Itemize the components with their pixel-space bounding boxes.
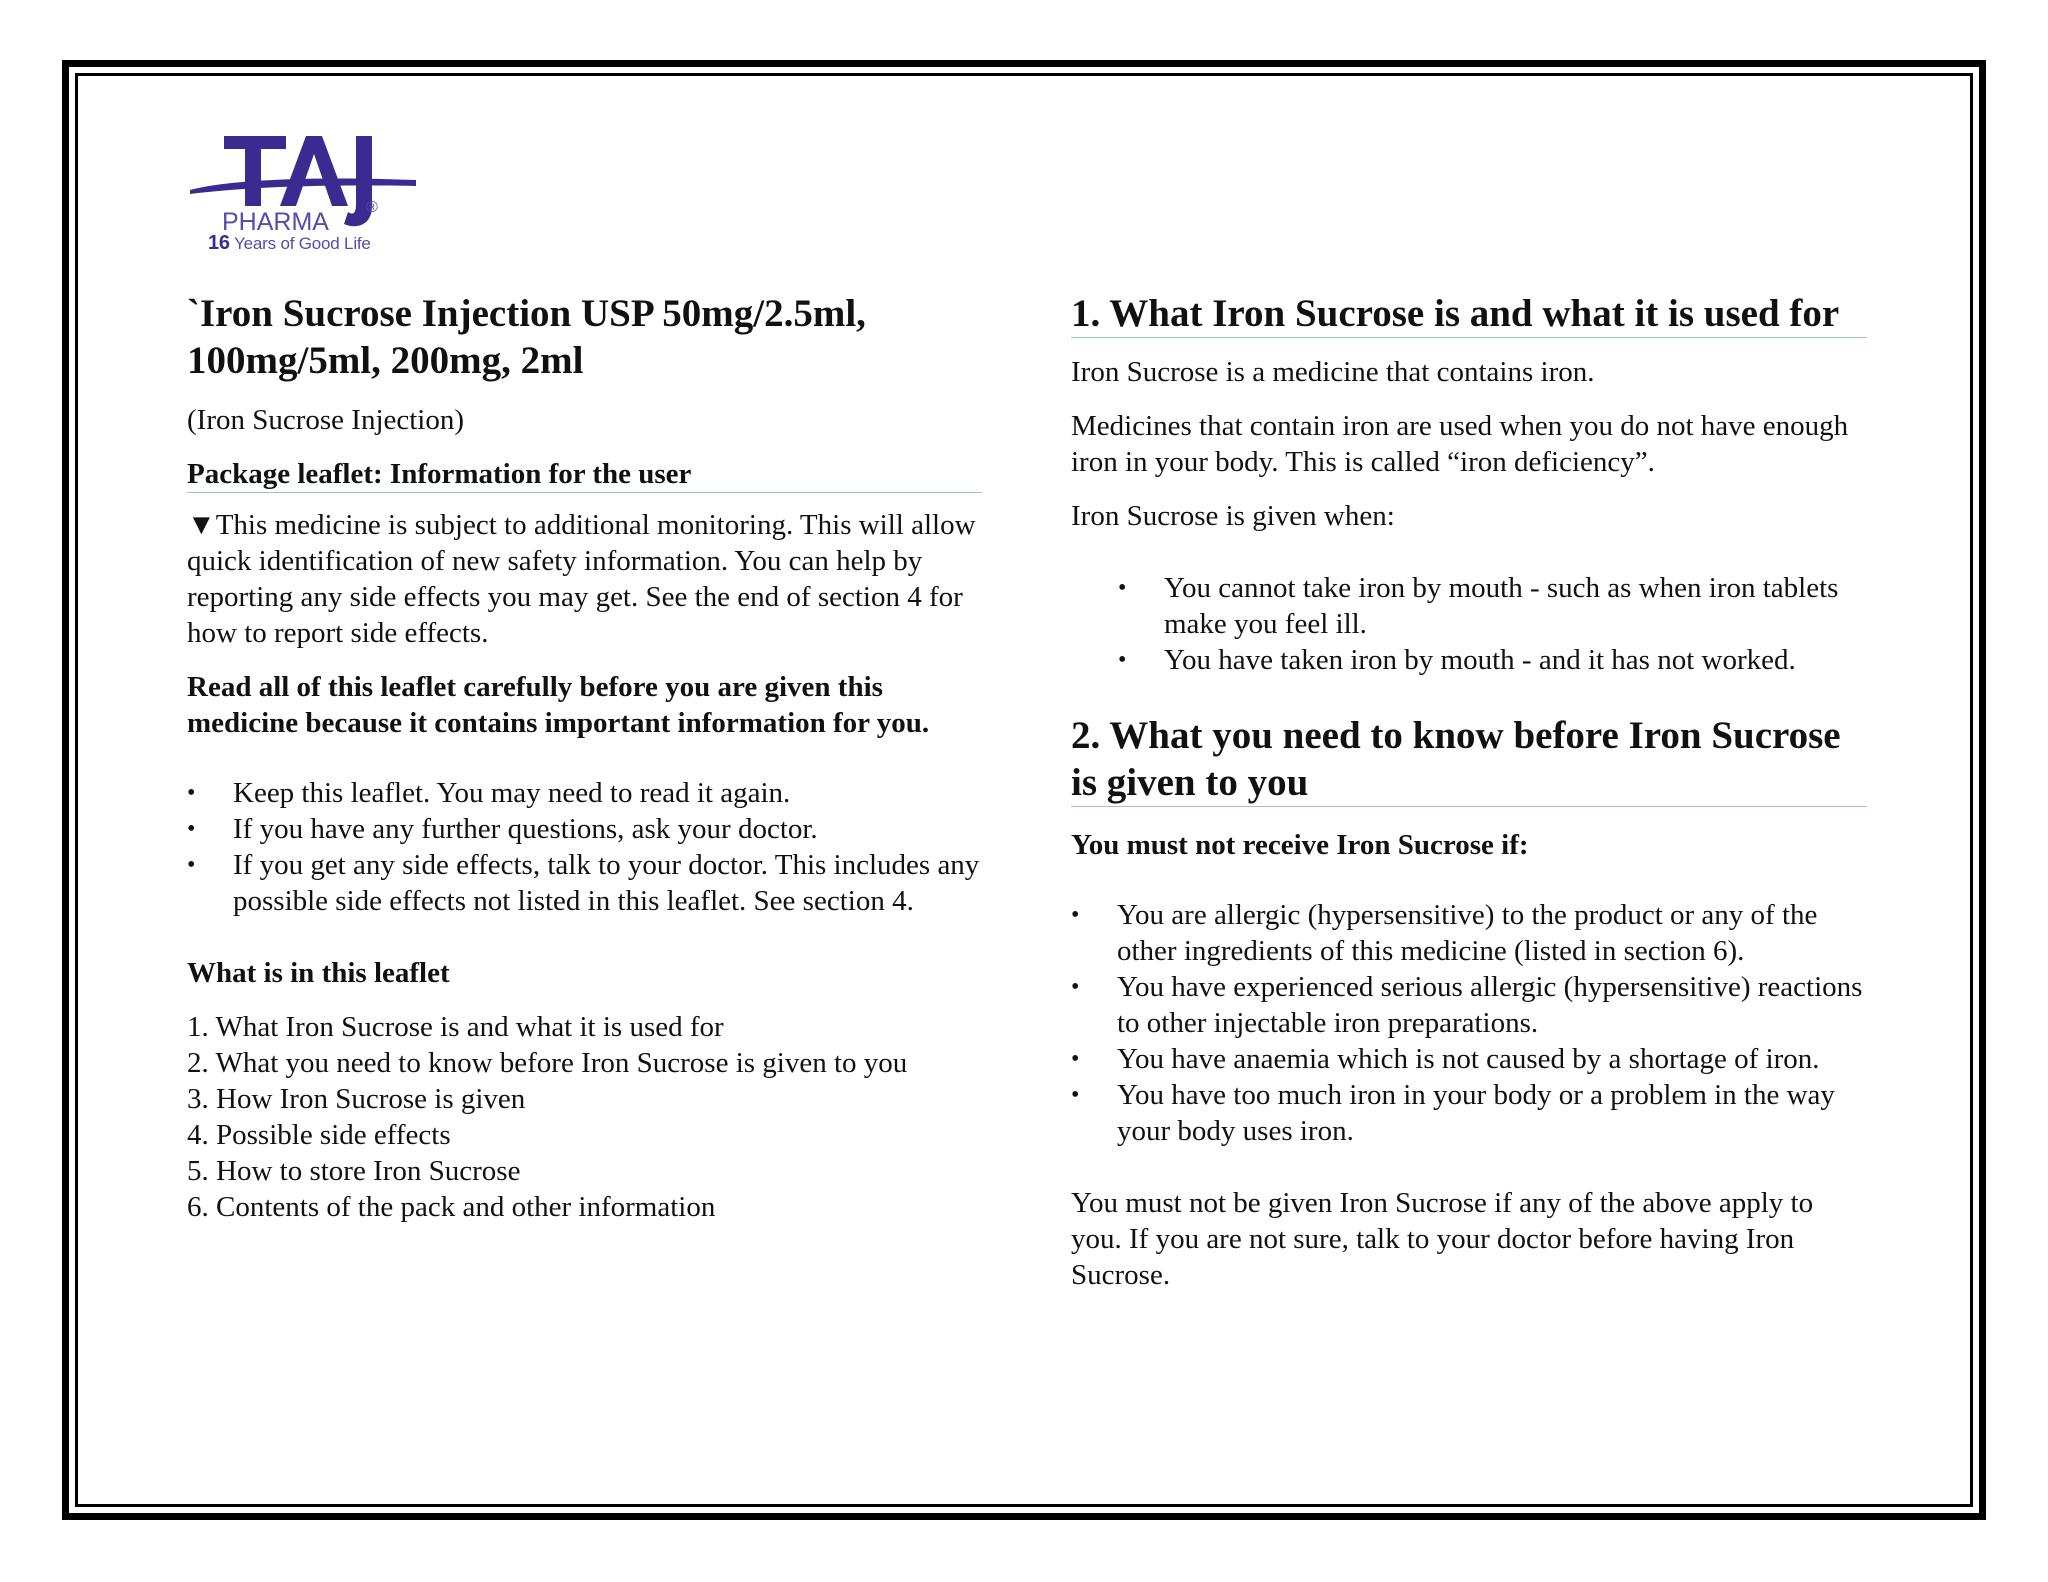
list-item: 5. How to store Iron Sucrose <box>187 1155 521 1187</box>
left-column <box>187 290 982 1225</box>
logo-tagline-number: 16 <box>208 232 230 254</box>
section1-paragraph: Iron Sucrose is given when: <box>1071 500 1395 532</box>
section1-list <box>1071 570 1867 678</box>
list-item: 4. Possible side effects <box>187 1119 451 1151</box>
list-item <box>1071 1041 1867 1077</box>
monitoring-note: ▼This medicine is subject to additional monitoring. This will allow quick identification of new safety information. You can help by reporting any side effects you may get. See the end of section 4 for how to report side effects. <box>187 509 976 649</box>
bullet-icon: • <box>1071 1082 1080 1108</box>
read-warning: Read all of this leaflet carefully before you are given this medicine because it contains important information for you. <box>187 671 930 739</box>
section2-list <box>1071 897 1867 1149</box>
list-item <box>187 847 982 919</box>
registered-mark: ® <box>366 199 378 216</box>
advice-item-text: If you have any further questions, ask your doctor. <box>233 813 818 845</box>
advice-item-text: If you get any side effects, talk to your doctor. This includes any possible side effects not listed in this leaflet. See section 4. <box>233 849 980 917</box>
advice-list <box>187 775 982 919</box>
section1-item-text: You have taken iron by mouth - and it has not worked. <box>1164 644 1796 676</box>
bullet-icon: • <box>187 816 196 842</box>
section2-item-text: You are allergic (hypersensitive) to the product or any of the other ingredients of this medicine (listed in section 6). <box>1117 899 1818 967</box>
bullet-icon: • <box>1118 575 1127 601</box>
bullet-icon: • <box>1071 1046 1080 1072</box>
logo-subtext: PHARMA <box>222 208 329 236</box>
section2-heading: 2. What you need to know before Iron Sucrose is given to you <box>1071 714 1841 804</box>
section2-closing: You must not be given Iron Sucrose if any of the above apply to you. If you are not sure, talk to your doctor before having Iron Sucrose. <box>1071 1187 1814 1291</box>
list-item <box>1071 897 1867 969</box>
list-item <box>1071 642 1867 678</box>
section2-item-text: You have experienced serious allergic (hypersensitive) reactions to other injectable iron preparations. <box>1117 971 1863 1039</box>
bullet-icon: • <box>187 780 196 806</box>
section2-item-text: You have anaemia which is not caused by a shortage of iron. <box>1117 1043 1820 1075</box>
section1-heading-rule <box>1071 337 1867 338</box>
section1-heading: 1. What Iron Sucrose is and what it is used for <box>1071 292 1840 335</box>
list-item <box>187 775 982 811</box>
right-column <box>1071 290 1867 1293</box>
leaflet-heading: Package leaflet: Information for the user <box>187 458 692 490</box>
section1-paragraph: Medicines that contain iron are used when you do not have enough iron in your body. This is called “iron deficiency”. <box>1071 410 1849 478</box>
contents-heading: What is in this leaflet <box>187 957 450 989</box>
bullet-icon: • <box>1071 902 1080 928</box>
list-item <box>1071 570 1867 642</box>
section1-paragraph: Iron Sucrose is a medicine that contains iron. <box>1071 356 1595 388</box>
bullet-icon: • <box>187 852 196 878</box>
section1-item-text: You cannot take iron by mouth - such as when iron tablets make you feel ill. <box>1164 572 1839 640</box>
list-item: 1. What Iron Sucrose is and what it is used for <box>187 1011 724 1043</box>
document-subtitle: (Iron Sucrose Injection) <box>187 404 465 436</box>
contents-list <box>187 1009 982 1225</box>
document-title: `Iron Sucrose Injection USP 50mg/2.5ml, 100mg/5ml, 200mg, 2ml <box>187 292 866 382</box>
logo-tagline-text: Years of Good Life <box>234 234 371 253</box>
section2-heading-rule <box>1071 806 1867 807</box>
list-item <box>1071 1077 1867 1149</box>
section2-subheading: You must not receive Iron Sucrose if: <box>1071 829 1529 861</box>
bullet-icon: • <box>1071 974 1080 1000</box>
advice-item-text: Keep this leaflet. You may need to read it again. <box>233 777 791 809</box>
list-item <box>1071 969 1867 1041</box>
list-item <box>187 811 982 847</box>
list-item: 6. Contents of the pack and other information <box>187 1191 716 1223</box>
section2-item-text: You have too much iron in your body or a problem in the way your body uses iron. <box>1117 1079 1835 1147</box>
leaflet-heading-rule <box>187 492 982 493</box>
list-item: 2. What you need to know before Iron Sucrose is given to you <box>187 1047 908 1079</box>
bullet-icon: • <box>1118 647 1127 673</box>
logo-tagline <box>208 232 371 255</box>
list-item: 3. How Iron Sucrose is given <box>187 1083 526 1115</box>
